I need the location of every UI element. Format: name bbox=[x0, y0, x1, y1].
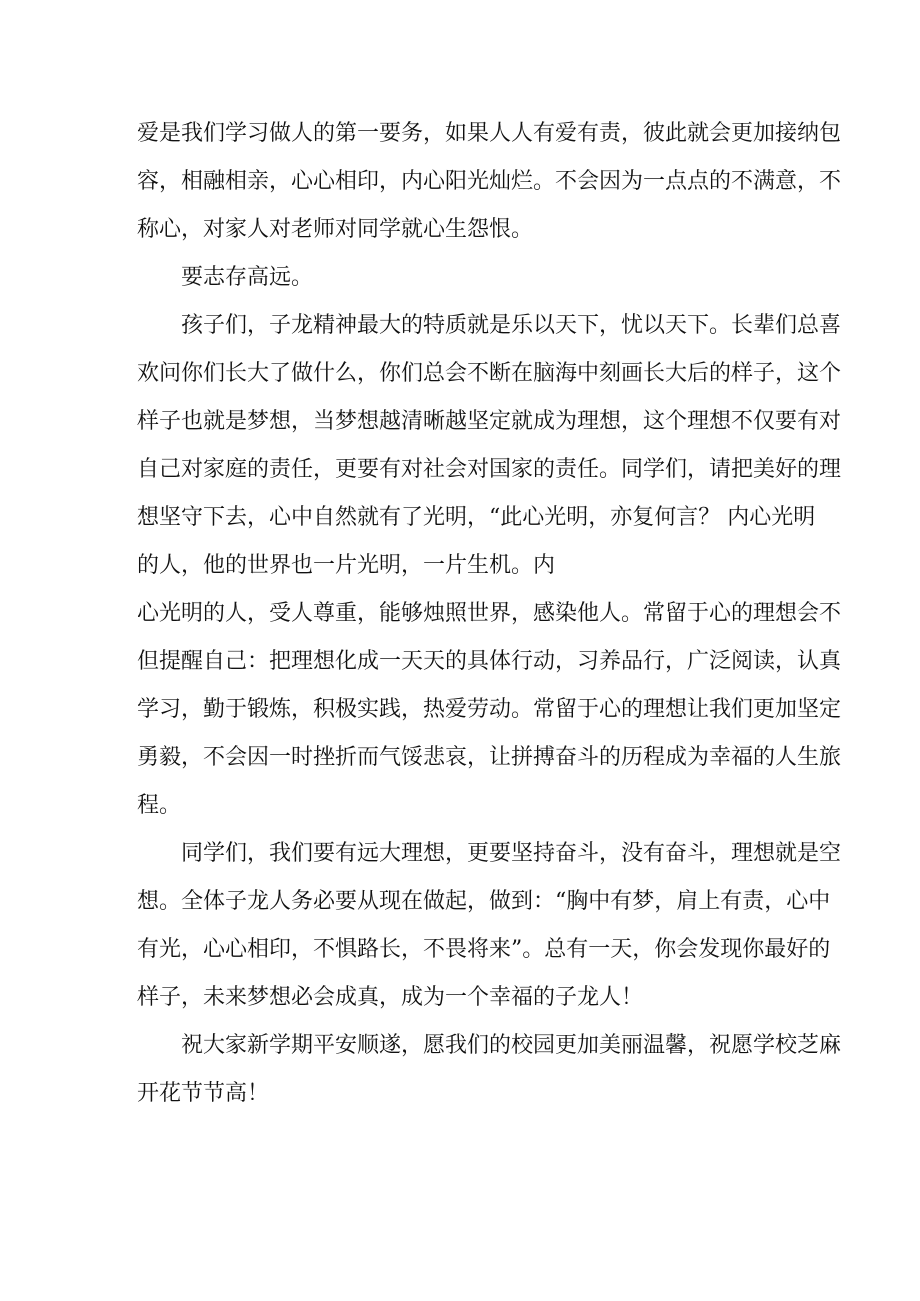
paragraph-ambition-heading bbox=[137, 254, 787, 302]
paragraph-line: 称心，对家人对老师对同学就心生怨恨。 bbox=[137, 217, 534, 242]
paragraph-line: 样子，未来梦想必会成真，成为一个幸福的子龙人！ bbox=[137, 985, 644, 1010]
paragraph-line: 样子也就是梦想，当梦想越清晰越坚定就成为理想，这个理想不仅要有对 bbox=[137, 409, 842, 434]
paragraph-line: 自己对家庭的责任，更要有对社会对国家的责任。同学们，请把美好的理 bbox=[137, 457, 842, 482]
paragraph-line: 想。全体子龙人务必要从现在做起，做到：“胸中有梦，肩上有责，心中 bbox=[137, 889, 831, 914]
paragraph-inner-light bbox=[137, 590, 842, 830]
paragraph-line: 学习，勤于锻炼，积极实践，热爱劳动。常留于心的理想让我们更加坚定 bbox=[137, 697, 842, 722]
document-body bbox=[137, 110, 842, 1118]
paragraph-line: 想坚守下去，心中自然就有了光明，“此心光明，亦复何言？ 内心光明 bbox=[137, 505, 816, 530]
paragraph-love bbox=[137, 110, 842, 254]
paragraph-struggle bbox=[137, 830, 842, 1022]
paragraph-line: 有光，心心相印，不惧路长，不畏将来”。总有一天，你会发现你最好的 bbox=[137, 937, 831, 962]
paragraph-line: 心光明的人，受人尊重，能够烛照世界，感染他人。常留于心的理想会不 bbox=[137, 601, 842, 626]
paragraph-line: 程。 bbox=[137, 793, 182, 818]
paragraph-line: 爱是我们学习做人的第一要务，如果人人有爱有责，彼此就会更加接纳包 bbox=[137, 121, 842, 146]
paragraph-line: 孩子们，子龙精神最大的特质就是乐以天下，忧以天下。长辈们总喜 bbox=[181, 313, 842, 338]
paragraph-line: 勇毅，不会因一时挫折而气馁悲哀，让拼搏奋斗的历程成为幸福的人生旅 bbox=[137, 745, 842, 770]
paragraph-line: 欢问你们长大了做什么，你们总会不断在脑海中刻画长大后的样子，这个 bbox=[137, 361, 842, 386]
paragraph-wishes bbox=[137, 1022, 842, 1118]
paragraph-line: 但提醒自己：把理想化成一天天的具体行动，习养品行，广泛阅读，认真 bbox=[137, 649, 842, 674]
paragraph-line: 开花节节高！ bbox=[137, 1081, 270, 1106]
paragraph-line: 要志存高远。 bbox=[181, 265, 314, 290]
paragraph-line: 容，相融相亲，心心相印，内心阳光灿烂。不会因为一点点的不满意，不 bbox=[137, 169, 842, 194]
paragraph-line: 的人，他的世界也一片光明，一片生机。内 bbox=[137, 553, 556, 578]
paragraph-ideals bbox=[137, 302, 842, 590]
paragraph-line: 祝大家新学期平安顺遂，愿我们的校园更加美丽温馨，祝愿学校芝麻 bbox=[181, 1033, 842, 1058]
paragraph-line: 同学们，我们要有远大理想，更要坚持奋斗，没有奋斗，理想就是空 bbox=[181, 841, 842, 866]
